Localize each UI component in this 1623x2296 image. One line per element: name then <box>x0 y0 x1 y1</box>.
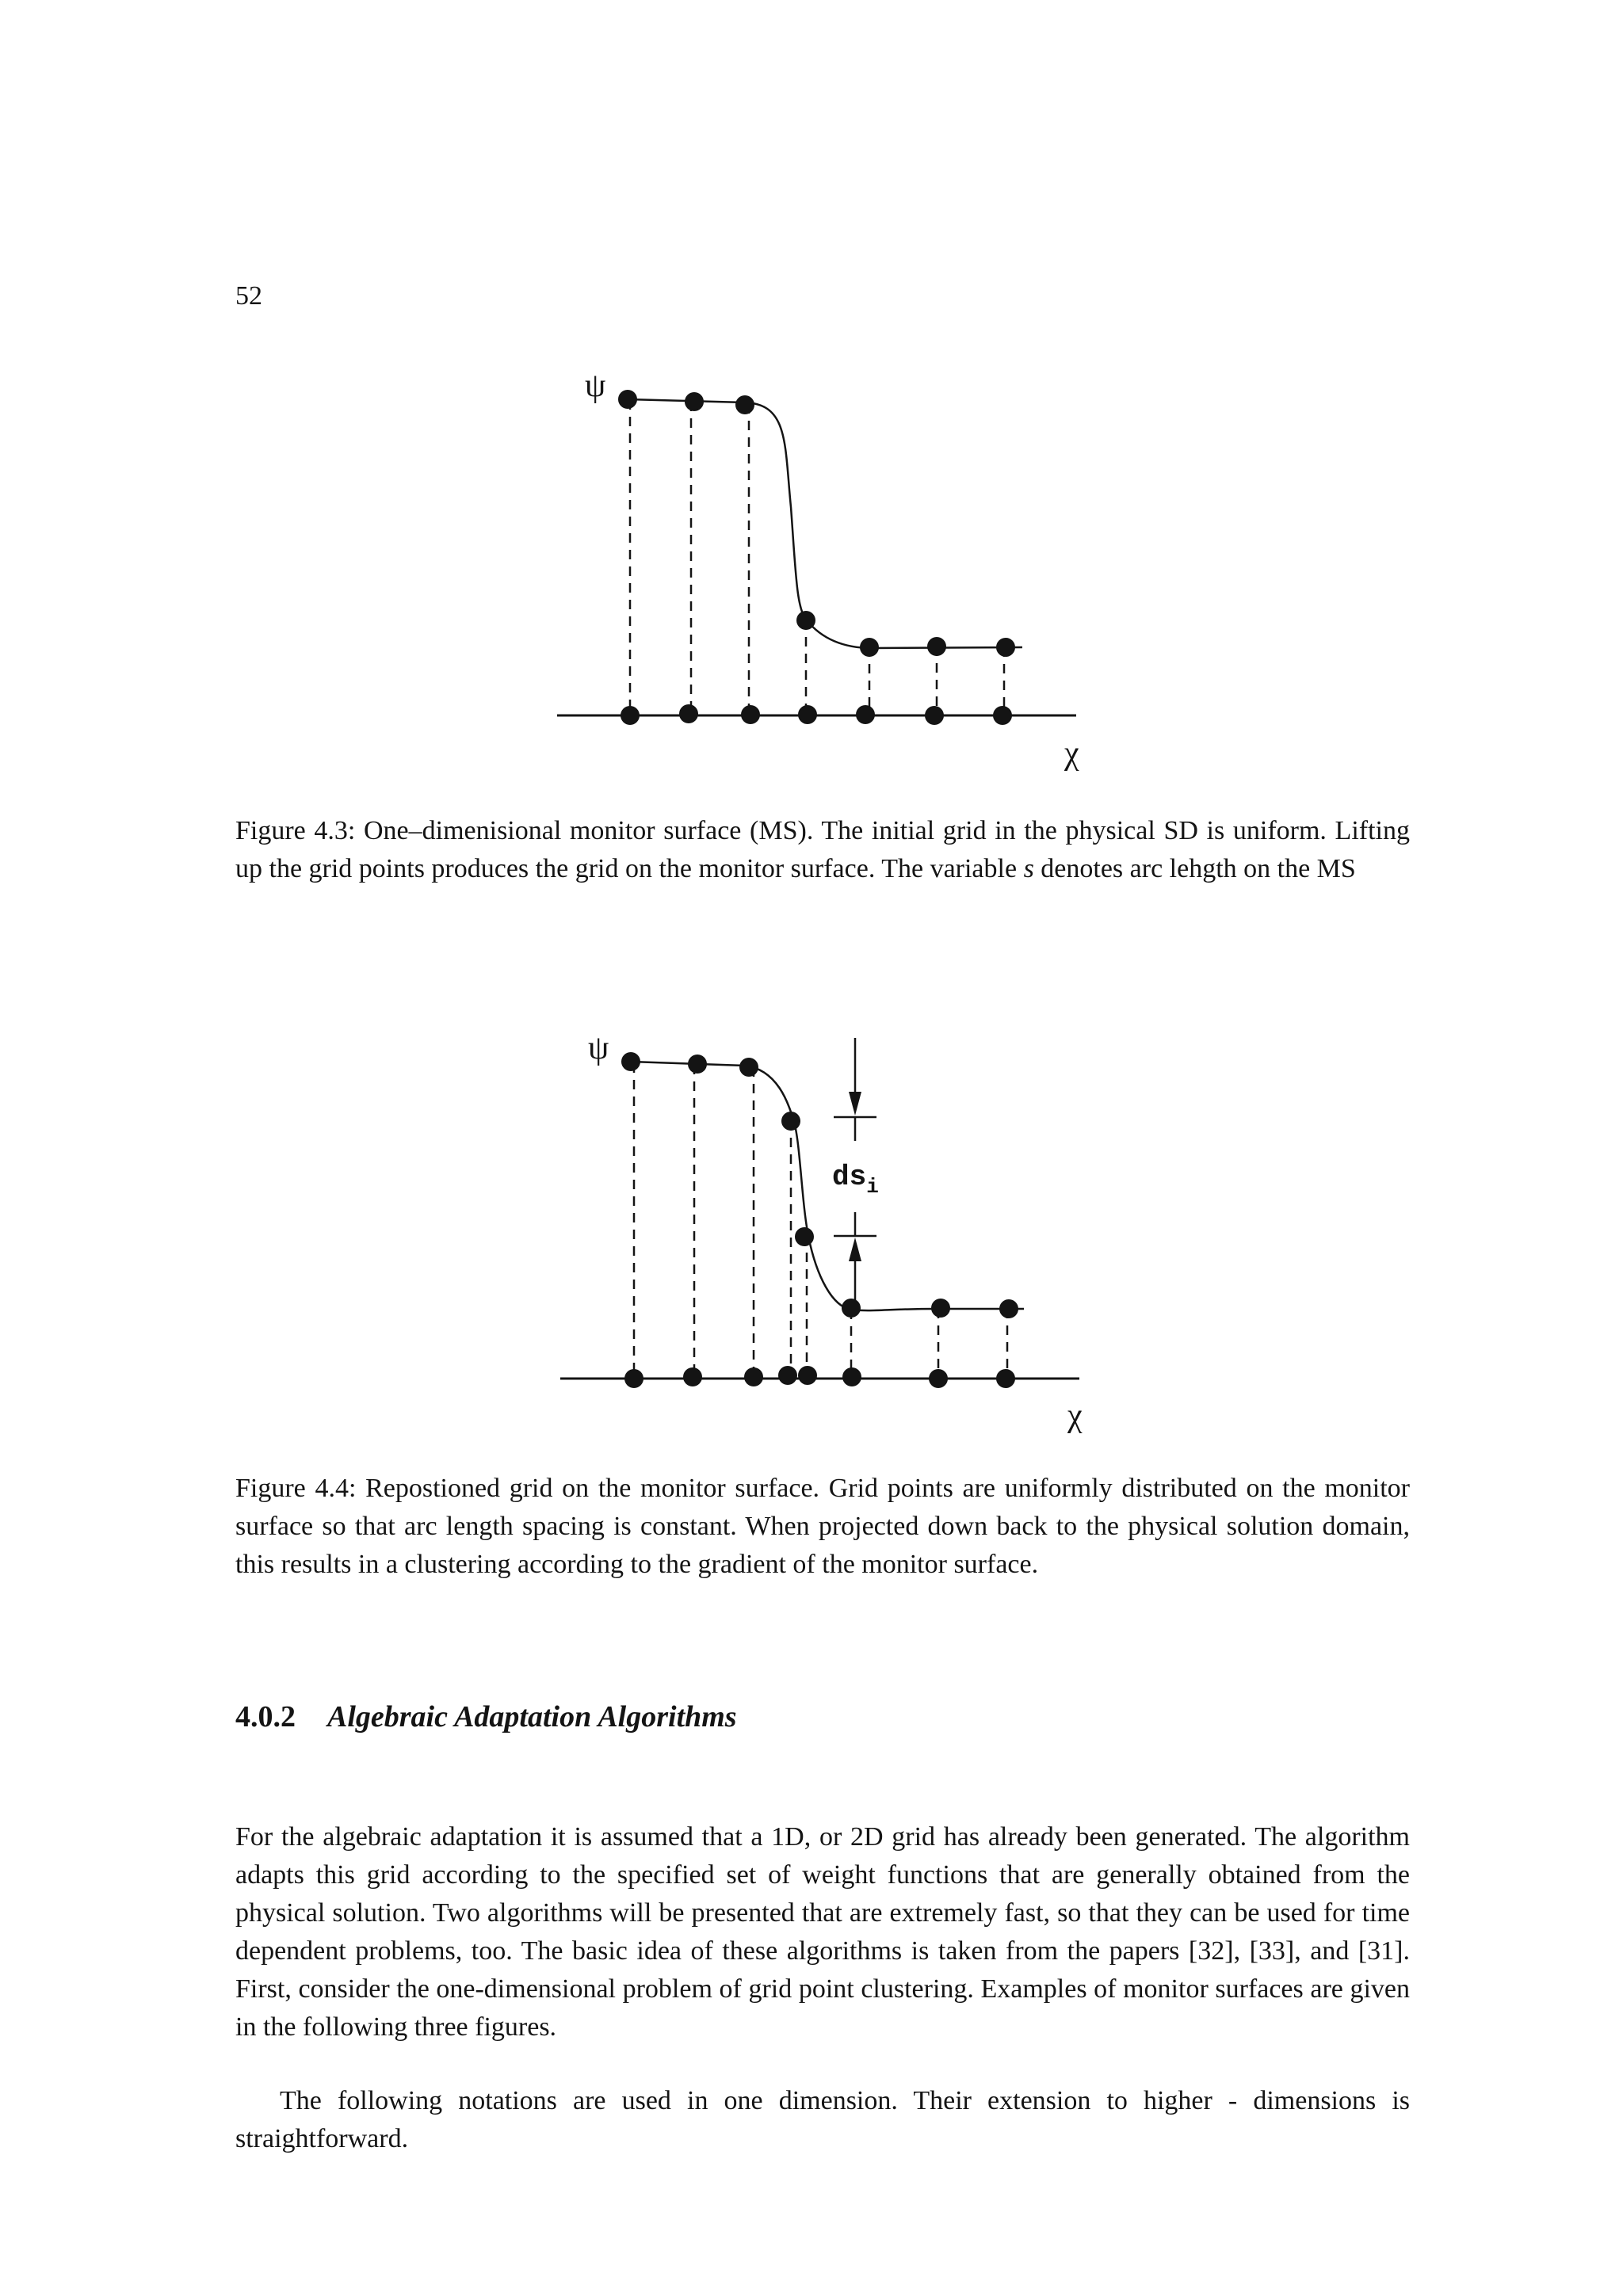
section-heading <box>235 1699 737 1734</box>
body-paragraph: For the algebraic adaptation it is assumed that a 1D, or 2D grid has already been generated. The algorithm adapts this grid according to the specified set of weight functions that are generally obtained from the physical solution. Two algorithms will be presented that are extremely fast, so that they can be used for time dependent problems, too. The basic idea of these algorithms is taken from the papers [32], [33], and [31]. First, consider the one-dimensional problem of grid point clustering. Examples of monitor surfaces are given in the following three figures. <box>235 1822 1410 2042</box>
projection-lines <box>634 1063 1007 1379</box>
body-paragraph: The following notations are used in one dimension. Their extension to higher - dimensions is straightforward. <box>235 2086 1410 2153</box>
x-axis-label: χ <box>1064 735 1079 772</box>
y-axis-label: ψ <box>588 1030 609 1066</box>
grid-points <box>624 1366 1015 1388</box>
ds-arrow-top <box>849 1092 861 1116</box>
section-number: 4.0.2 <box>235 1700 296 1733</box>
x-axis-label: χ <box>1067 1398 1083 1434</box>
figure-4-4-caption: Figure 4.4: Repostioned grid on the monitor surface. Grid points are uniformly distributed on the monitor surface so that arc length spacing is constant. When projected down back to the physical solution domain, this results in a clustering according to the gradient of the monitor surface. <box>235 1474 1410 1579</box>
ds-arrow-bottom <box>849 1238 861 1261</box>
ds-label: $ds_i$ <box>832 1161 879 1199</box>
page-number: 52 <box>235 281 262 311</box>
section-title: Algebraic Adaptation Algorithms <box>327 1700 737 1733</box>
figure-4-3-caption: Figure 4.3: One–dimenisional monitor surface (MS). The initial grid in the physical SD is uniform. Lifting up the grid points produces the grid on the monitor surface. The variable s denotes arc lehgth on the MS <box>235 816 1410 883</box>
y-axis-label: ψ <box>585 368 606 404</box>
surface-points <box>621 1052 1018 1318</box>
monitor-surface-curve <box>631 1062 1024 1310</box>
